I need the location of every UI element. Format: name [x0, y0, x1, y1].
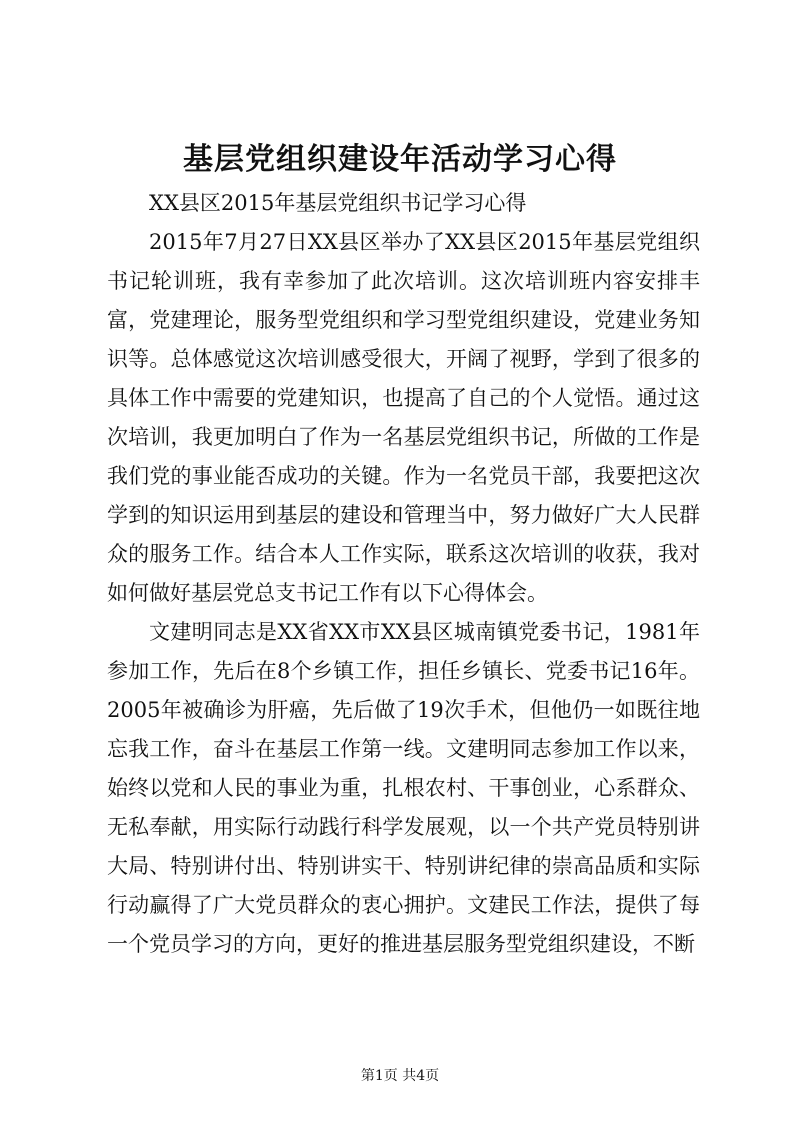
- body-paragraph-2: 文建明同志是XX省XX市XX县区城南镇党委书记，1981年参加工作，先后在8个乡镇工作，担任乡镇长、党委书记16年。2005年被确诊为肝癌，先后做了19次手术，但他仍一如既往地忘我工作，奋斗在基层工作第一线。文建明同志参加工作以来，始终以党和人民的事业为重，扎根农村、干事创业，心系群众、无私奉献，用实际行动践行科学发展观，以一个共产党员特别讲大局、特别讲付出、特别讲实干、特别讲纪律的崇高品质和实际行动赢得了广大党员群众的衷心拥护。文建民工作法，提供了每一个党员学习的方向，更好的推进基层服务型党组织建设，不断: [107, 620, 700, 956]
- document-title: 基层党组织建设年活动学习心得: [183, 142, 617, 177]
- page-footer: 第1页 共4页: [360, 1068, 440, 1084]
- body-paragraph-1: 2015年7月27日XX县区举办了XX县区2015年基层党组织书记轮训班，我有幸参加了此次培训。这次培训班内容安排丰富，党建理论，服务型党组织和学习型党组织建设，党建业务知识等。总体感觉这次培训感受很大，开阔了视野，学到了很多的具体工作中需要的党建知识，也提高了自己的个人觉悟。通过这次培训，我更加明白了作为一名基层党组织书记，所做的工作是我们党的事业能否成功的关键。作为一名党员干部，我要把这次学到的知识运用到基层的建设和管理当中，努力做好广大人民群众的服务工作。结合本人工作实际，联系这次培训的收获，我对如何做好基层党总支书记工作有以下心得体会。: [107, 230, 700, 605]
- document-body: [107, 184, 700, 964]
- subtitle-paragraph: XX县区2015年基层党组织书记学习心得: [149, 191, 527, 215]
